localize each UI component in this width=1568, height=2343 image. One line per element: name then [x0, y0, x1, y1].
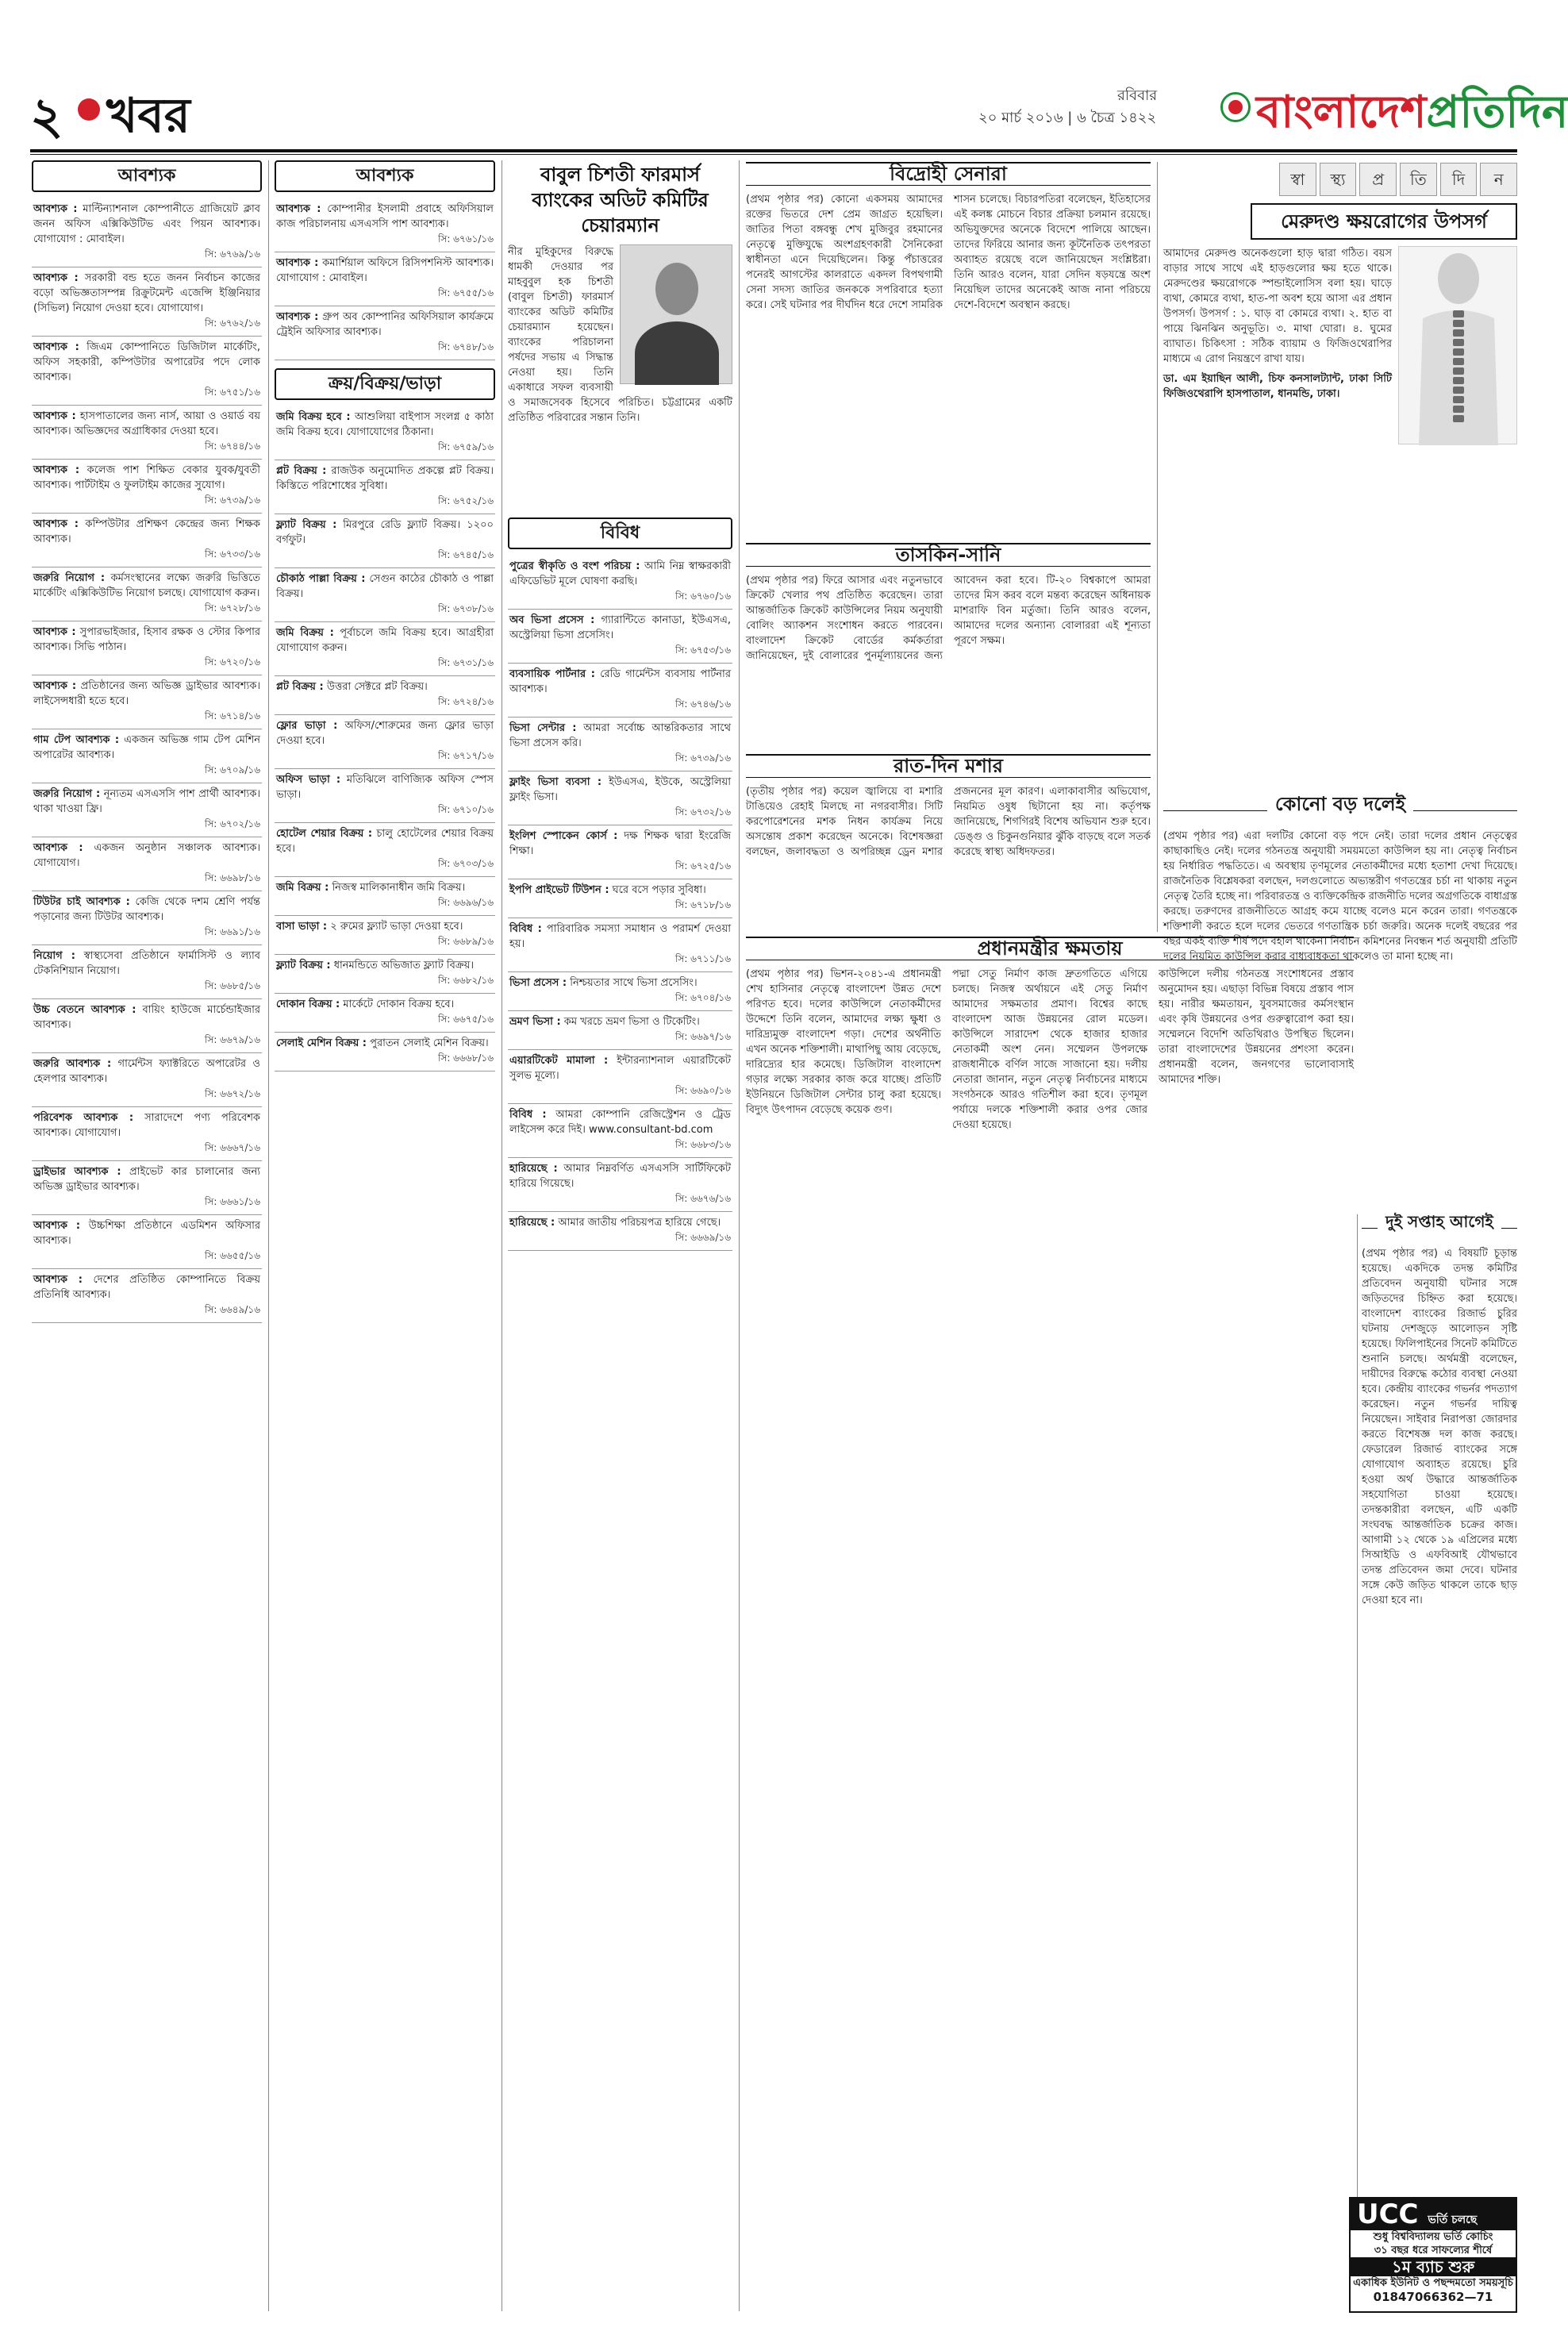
- ad-reference: সি: ৬৭০৪/১৬: [674, 992, 731, 1003]
- ad-keyword: জমি বিক্রয় :: [276, 627, 334, 639]
- column-divider: [739, 160, 740, 2311]
- article-headline[interactable]: মেরুদণ্ড ক্ষয়রোগের উপসর্গ: [1251, 203, 1517, 240]
- classified-ad: [508, 1050, 732, 1104]
- ad-text: উচ্চশিক্ষা প্রতিষ্ঠানে এডমিশন অফিসার আবশ্যক।: [33, 1220, 260, 1247]
- ad-text: কমার্শিয়াল অফিসে রিসিপশনিস্ট আবশ্যক। যোগাযোগ : মোবাইল।: [276, 257, 494, 284]
- ad-text: রাজউক অনুমোদিত প্রকল্পে প্লট বিক্রয়। কিস্তিতে পরিশোধের সুবিধা।: [276, 465, 494, 492]
- ad-text: সুপারভাইজার, হিসাব রক্ষক ও স্টোর কিপার আবশ্যক। সিভি পাঠান।: [33, 626, 260, 653]
- classified-heading: আবশ্যক: [32, 160, 262, 192]
- ad-keyword: জরুরি নিয়োগ :: [33, 572, 106, 584]
- ad-reference: সি: ৬৬৮২/১৬: [437, 975, 494, 986]
- issue-day: রবিবার: [1117, 87, 1158, 104]
- ad-reference: সি: ৬৬৯৬/১৬: [437, 897, 494, 908]
- ad-keyword: আবশ্যক :: [33, 410, 76, 422]
- classified-ad: [508, 825, 732, 879]
- classified-ad: [275, 715, 495, 769]
- classified-ad: [275, 877, 495, 916]
- ad-reference: সি: ৬৭৬০/১৬: [674, 591, 731, 602]
- logo-part-2: প্রতিদিন: [1426, 86, 1568, 138]
- ad-text: নিশ্চয়তার সাথে ভিসা প্রসেসিং।: [570, 977, 698, 989]
- article-headline[interactable]: বাবুল চিশতী ফারমার্স ব্যাংকের অডিট কমিটির চেয়ারম্যান: [532, 164, 709, 237]
- masthead: [30, 78, 1568, 146]
- ucc-coaching-ad[interactable]: [1349, 2197, 1517, 2313]
- ad-reference: সি: ৬৭১১/১৬: [674, 953, 731, 964]
- ucc-batch-banner: ১ম ব্যাচ শুরু: [1351, 2257, 1516, 2276]
- ad-reference: সি: ৬৭৪৪/১৬: [204, 441, 260, 452]
- ad-keyword: প্লট বিক্রয় :: [276, 681, 324, 693]
- ad-text: প্রতিষ্ঠানের জন্য অভিজ্ঞ ড্রাইভার আবশ্যক। লাইসেন্সধারী হতে হবে।: [33, 680, 260, 707]
- ad-reference: সি: ৬৬৬৭/১৬: [204, 1142, 260, 1153]
- ad-keyword: আবশ্যক :: [33, 680, 77, 692]
- classified-ad: [32, 837, 262, 891]
- newspaper-logo[interactable]: [1256, 78, 1568, 152]
- article-body: নীর মুহিকুদের বিরুদ্ধে ধামকী দেওয়ার পর মাহবুবুল হক চিশতী (বাবুল চিশতী) ফারমার্স ব্যাংকের অডিট কমিটির চেয়ারম্যান হয়েছেন। ব্যাংকের পরিচালনা পর্ষদের সভায় এ সিদ্ধান্ত নেওয়া হয়। তিনি একাধারে সফল ব্যবসায়ী ও সমাজসেবক হিসেবে পরিচিত। চট্টগ্রামের একটি প্রতিষ্ঠিত পরিবারের সন্তান তিনি।: [508, 246, 732, 424]
- strip-cell: ন: [1480, 163, 1517, 196]
- classified-ad: [275, 676, 495, 715]
- ad-reference: সি: ৬৭৫৯/১৬: [437, 441, 494, 452]
- ad-keyword: দোকান বিক্রয় :: [276, 998, 340, 1010]
- article-headline[interactable]: প্রধানমন্ত্রীর ক্ষমতায়: [746, 937, 1354, 960]
- ucc-brand: [1351, 2199, 1516, 2230]
- classified-ad: [275, 252, 495, 306]
- ad-text: সারাদেশে পণ্য পরিবেশক আবশ্যক। যোগাযোগ।: [33, 1112, 260, 1139]
- classified-ad: [32, 999, 262, 1053]
- ad-keyword: বিবিধ :: [509, 923, 542, 935]
- classified-ad: [275, 568, 495, 622]
- ad-keyword: জমি বিক্রয় হবে :: [276, 411, 351, 423]
- ad-keyword: অব ভিসা প্রসেস :: [509, 614, 595, 626]
- ad-keyword: জরুরি নিয়োগ :: [33, 788, 101, 800]
- article-body: (প্রথম পৃষ্ঠার পর) ফিরে আসার এবং নতুনভাবে ক্রিকেট খেলার পথ প্রতিষ্ঠিত করেছেন। তারা আন্তর্জাতিক ক্রিকেট কাউন্সিলের নিয়ম অনুযায়ী বোলিং অ্যাকশন সংশোধন করতে পারবেন। বাংলাদেশ ক্রিকেট বোর্ডের কর্মকর্তারা জানিয়েছেন, দুই বোলারের পুনর্মূল্যায়নের জন্য আবেদন করা হবে। টি-২০ বিশ্বকাপে আমরা তাদের মিস করব বলে মন্তব্য করেছেন অধিনায়ক মাশরাফি বিন মর্তুজা। তিনি আরও বলেন, আমাদের দলের অন্যান্য বোলাররা এই শূন্যতা পূরণে সক্ষম।: [746, 575, 1151, 662]
- classified-ad: [275, 306, 495, 360]
- ad-keyword: সেলাই মেশিন বিক্রয় :: [276, 1037, 367, 1049]
- ad-text: আমরা সর্বোচ্চ আন্তরিকতার সাথে ভিসা প্রসেস করি।: [509, 722, 731, 749]
- ad-text: পুরাতন সেলাই মেশিন বিক্রয়।: [370, 1037, 489, 1049]
- classified-ad: [508, 718, 732, 771]
- classified-ad-list: [508, 556, 732, 1251]
- ad-keyword: উচ্চ বেতনে আবশ্যক :: [33, 1004, 136, 1016]
- ad-text: মাল্টিন্যাশনাল কোম্পানীতে গ্রাজিয়েট ক্লাব জনন অফিস এক্সিকিউটিভ এবং পিয়ন আবশ্যক। যোগাযোগ : মোবাইল।: [33, 203, 261, 245]
- column-divider: [1357, 1214, 1358, 2311]
- logo-part-1: বাংলাদেশ: [1256, 86, 1427, 138]
- classified-ad-list: [275, 198, 495, 360]
- classified-ad: [32, 406, 262, 460]
- ad-reference: সি: ৬৬৬১/১৬: [204, 1196, 260, 1207]
- article-no-big-party: [1163, 793, 1517, 1210]
- ad-text: ধানমন্ডিতে অভিজাত ফ্ল্যাট বিক্রয়।: [333, 960, 475, 971]
- ad-reference: সি: ৬৭৫১/১৬: [204, 387, 260, 398]
- ad-reference: সি: ৬৭৩২/১৬: [674, 806, 731, 818]
- spine-illustration: [1398, 246, 1517, 444]
- ad-keyword: ভিসা প্রসেস :: [509, 977, 567, 989]
- ad-keyword: ভিসা সেন্টার :: [509, 722, 577, 734]
- classified-ad: [32, 337, 262, 406]
- classified-ad: [508, 1158, 732, 1212]
- ad-reference: সি: ৬৬৮৫/১৬: [204, 980, 260, 991]
- ad-keyword: আবশ্যক :: [33, 203, 78, 215]
- ad-text: একজন অনুষ্ঠান সঞ্চালক আবশ্যক। যোগাযোগ।: [33, 842, 260, 869]
- section-title: খবর: [106, 88, 190, 144]
- classified-ad: [275, 955, 495, 994]
- article-headline[interactable]: বিদ্রোহী সেনারা: [746, 162, 1151, 186]
- health-section-strip: [1279, 163, 1517, 196]
- portrait-photo: [620, 244, 732, 384]
- ad-keyword: ফ্ল্যাট বিক্রয় :: [276, 519, 337, 531]
- ucc-tag: ভর্তি চলছে: [1428, 2214, 1478, 2226]
- article-two-weeks: [1362, 1214, 1517, 2191]
- masthead-rule-thin: [30, 154, 1517, 155]
- classified-ad: [508, 918, 732, 972]
- ad-text: পূর্বাচলে জমি বিক্রয় হবে। আগ্রহীরা যোগাযোগ করুন।: [276, 627, 494, 654]
- article-headline[interactable]: রাত-দিন মশার: [746, 754, 1151, 778]
- classified-ad-list: [275, 406, 495, 1071]
- classified-column-2: [275, 160, 495, 2311]
- ad-text: কেজি থেকে দশম শ্রেণি পর্যন্ত পড়ানোর জন্য টিউটর আবশ্যক।: [33, 896, 261, 923]
- ad-text: দেশের প্রতিষ্ঠিত কোম্পানিতে বিক্রয় প্রতিনিধি আবশ্যক।: [33, 1274, 260, 1301]
- classified-ad: [508, 556, 732, 610]
- classified-ad: [32, 1161, 262, 1215]
- ad-reference: সি: ৬৭২৮/১৬: [204, 602, 260, 614]
- ad-reference: সি: ৬৬৬৯/১৬: [674, 1232, 731, 1243]
- ad-reference: সি: ৬৬৭২/১৬: [204, 1088, 260, 1099]
- classified-ad: [32, 945, 262, 999]
- article-taskin-sunny: [746, 543, 1151, 749]
- ad-text: উত্তরা সেক্টরে প্লট বিক্রয়।: [326, 681, 428, 693]
- logo-icon: [1220, 92, 1251, 122]
- classified-ad: [508, 1104, 732, 1158]
- ad-text: আমরা কোম্পানি রেজিস্ট্রেশন ও ট্রেড লাইসেন্স করে দিই। www.consultant-bd.com: [509, 1109, 731, 1136]
- classified-ad: [32, 1053, 262, 1107]
- masthead-rule: [30, 149, 1517, 152]
- classified-heading: বিবিধ: [508, 517, 732, 549]
- ad-keyword: অফিস ভাড়া :: [276, 774, 341, 786]
- ad-keyword: ব্যবসায়িক পার্টনার :: [509, 668, 595, 680]
- classified-column-1: [32, 160, 262, 2311]
- classified-ad: [275, 916, 495, 955]
- ad-reference: সি: ৬৭৫৩/১৬: [674, 644, 731, 656]
- classified-heading: ক্রয়/বিক্রয়/ভাড়া: [275, 368, 495, 400]
- ad-reference: সি: ৬৭০৩/১৬: [437, 858, 494, 869]
- classified-ad: [32, 567, 262, 621]
- article-rebel-soldiers: [746, 162, 1151, 535]
- ad-keyword: আবশ্যক :: [33, 842, 83, 854]
- headline-text: কোনো বড় দলেই: [1267, 793, 1413, 815]
- strip-cell: দি: [1440, 163, 1478, 196]
- ucc-phone[interactable]: 01847066362—71: [1373, 2290, 1493, 2304]
- ad-reference: সি: ৬৭৩১/১৬: [437, 657, 494, 668]
- ad-text: দক্ষ শিক্ষক দ্বারা ইংরেজি শিক্ষা।: [509, 830, 731, 857]
- column-divider: [1157, 162, 1158, 932]
- ad-keyword: আবশ্যক :: [33, 518, 79, 530]
- ad-text: কম খরচে ভ্রমণ ভিসা ও টিকেটিং।: [563, 1016, 700, 1028]
- classified-ad: [275, 823, 495, 877]
- classified-ad: [275, 1033, 495, 1071]
- classified-ad: [275, 622, 495, 676]
- article-body: (প্রথম পৃষ্ঠার পর) এরা দলটির কোনো বড় পদে নেই। তারা দলের প্রধান নেতৃত্বের কাছাকাছিও নেই। দলের গঠনতন্ত্র অনুযায়ী সময়মতো কাউন্সিল হয় না। নেতৃত্ব নির্বাচন হয় নির্ধারিত পদ্ধতিতে। এ অবস্থায় তৃণমূলের নেতাকর্মীদের মধ্যে হতাশা দেখা দিয়েছে। রাজনৈতিক বিশ্লেষকরা বলছেন, দলগুলোতে অভ্যন্তরীণ গণতন্ত্রের চর্চা না থাকায় নতুন নেতৃত্ব তৈরি হচ্ছে না। পরিবারতন্ত্র ও ব্যক্তিকেন্দ্রিক রাজনীতি দলের অগ্রগতিকে বাধাগ্রস্ত করছে। তরুণদের রাজনীতিতে আগ্রহ কমে যাচ্ছে বলেও মনে করেন তারা। গণতন্ত্রকে শক্তিশালী করতে হলে দলের ভেতরে গণতান্ত্রিক চর্চা জরুরি। অনেক দলেই বছরের পর বছর একই ব্যক্তি শীর্ষ পদে বহাল থাকেন। নির্বাচন কমিশনের নিবন্ধন শর্ত অনুযায়ী প্রতিটি দলের নিয়মিত কাউন্সিল করার বাধ্যবাধকতা থাকলেও তা মানা হচ্ছে না।: [1163, 830, 1517, 963]
- article-body: পদ্মা সেতু নির্মাণ কাজ দ্রুতগতিতে এগিয়ে চলছে। নিজস্ব অর্থায়নে এই সেতু নির্মাণ আমাদের সক্ষমতার প্রমাণ। বিশ্বের কাছে বাংলাদেশ আজ উন্নয়নের রোল মডেল। কাউন্সিলে সারাদেশ থেকে হাজার হাজার নেতাকর্মী অংশ নেন। সম্মেলন উপলক্ষে রাজধানীকে বর্ণিল সাজে সাজানো হয়। দলীয় নেতারা জানান, নতুন নেতৃত্ব নির্বাচনের মাধ্যমে সংগঠনকে আরও গতিশীল করা হবে। তৃণমূল পর্যায়ে দলকে শক্তিশালী করার ওপর জোর দেওয়া হয়েছে।: [952, 968, 1147, 1131]
- ad-keyword: আবশ্যক :: [276, 257, 319, 269]
- ucc-logo: UCC: [1357, 2199, 1419, 2230]
- ad-text: নূন্যতম এসএসসি পাশ প্রার্থী আবশ্যক। থাকা খাওয়া ফ্রি।: [33, 788, 260, 815]
- article-byline: ডা. এম ইয়াছিন আলী, চিফ কনসালট্যান্ট, ঢাকা সিটি ফিজিওথেরাপি হাসপাতাল, ধানমন্ডি, ঢাকা।: [1163, 373, 1392, 400]
- column-divider: [268, 160, 269, 2311]
- classified-ad: [275, 769, 495, 823]
- ad-keyword: আবশ্যক :: [33, 272, 79, 284]
- ad-keyword: ফ্লাইং ভিসা ব্যবসা :: [509, 776, 602, 788]
- portrait-suit: [635, 321, 719, 385]
- article-health: [1163, 203, 1517, 791]
- classified-column-3: [508, 517, 732, 2311]
- classified-ad: [32, 729, 262, 783]
- ad-reference: সি: ৬৭২০/১৬: [204, 656, 260, 668]
- spine-icon: [1399, 247, 1518, 445]
- ad-text: চালু হোটেলের শেয়ার বিক্রয় হবে।: [276, 828, 494, 855]
- article-auditor: [508, 162, 732, 511]
- ad-keyword: বাসা ভাড়া :: [276, 921, 328, 933]
- ad-keyword: আবশ্যক :: [276, 203, 321, 215]
- ad-text: আমি নিম্ন স্বাক্ষরকারী এফিডেভিট মূলে ঘোষণা করছি।: [509, 560, 731, 587]
- ad-keyword: টিউটর চাই আবশ্যক :: [33, 896, 130, 908]
- ad-text: আশুলিয়া বাইপাস সংলগ্ন ৫ কাঠা জমি বিক্রয় হবে। যোগাযোগের ঠিকানা।: [276, 411, 494, 438]
- ad-reference: সি: ৬৭৩৮/১৬: [437, 603, 494, 614]
- classified-ad-list: [32, 198, 262, 1323]
- article-headline[interactable]: [1163, 793, 1517, 815]
- ad-reference: সি: ৬৬৫৫/১৬: [204, 1250, 260, 1261]
- article-body: (তৃতীয় পৃষ্ঠার পর) কয়েল জ্বালিয়ে বা মশারি টাঙিয়েও রেহাই মিলছে না নগরবাসীর। সিটি করপোরেশনের মশক নিধন কার্যক্রম নিয়ে অসন্তোষ প্রকাশ করেছেন অনেকে। বিশেষজ্ঞরা বলছেন, জলাবদ্ধতা ও অপরিচ্ছন্ন ড্রেন মশার প্রজননের মূল কারণ। এলাকাবাসীর অভিযোগ, নিয়মিত ওষুধ ছিটানো হয় না। কর্তৃপক্ষ জানিয়েছে, শিগগিরই বিশেষ অভিযান শুরু হবে। ডেঙ্গু ও চিকুনগুনিয়ার ঝুঁকি বাড়ছে বলে সতর্ক করেছে স্বাস্থ্য অধিদফতর।: [746, 786, 1151, 858]
- ad-text: নিজস্ব মালিকানাধীন জমি বিক্রয়।: [332, 882, 466, 894]
- ad-reference: সি: ৬৬৯৭/১৬: [674, 1031, 731, 1042]
- ad-keyword: ভ্রমণ ভিসা :: [509, 1016, 561, 1028]
- ad-reference: সি: ৬৭০২/১৬: [204, 818, 260, 829]
- ad-keyword: আবশ্যক :: [33, 341, 79, 353]
- ad-keyword: চৌকাঠ পাল্লা বিক্রয় :: [276, 573, 366, 585]
- ad-reference: সি: ৬৭৩৩/১৬: [204, 548, 260, 560]
- ad-reference: সি: ৬৭৪৮/১৬: [437, 341, 494, 352]
- ad-text: সরকারী বন্ড হতে জনন নির্বাচন কাজের বড়ো অভিজ্ঞতাসম্পন্ন রিক্রুটমেন্ট এজেন্সি ইঞ্জিনিয়ার (সিভিল) নিয়োগ দেওয়া হবে। যোগাযোগ।: [33, 272, 260, 314]
- article-headline[interactable]: [1362, 1214, 1517, 1229]
- ad-reference: সি: ৬৭৪৫/১৬: [437, 549, 494, 560]
- article-body: (প্রথম পৃষ্ঠার পর) ভিশন-২০৪১-এ প্রধানমন্ত্রী শেখ হাসিনার নেতৃত্বে বাংলাদেশ উন্নত দেশে পরিণত হবে। দলের কাউন্সিলে নেতাকর্মীদের উদ্দেশে তিনি বলেন, আমাদের লক্ষ্য ক্ষুধা ও দারিদ্র্যমুক্ত বাংলাদেশ গড়া। দেশের অর্থনীতি এখন অনেক শক্তিশালী। মাথাপিছু আয় বেড়েছে, দারিদ্র্যের হার কমেছে। ডিজিটাল বাংলাদেশ গড়ার লক্ষ্যে সরকার কাজ করে যাচ্ছে। প্রতিটি ইউনিয়নে ডিজিটাল সেন্টার চালু করা হয়েছে। বিদ্যুৎ উৎপাদন বেড়েছে কয়েক গুণ।: [746, 968, 941, 1116]
- ad-keyword: পরিবেশক আবশ্যক :: [33, 1112, 134, 1124]
- classified-ad: [508, 1212, 732, 1251]
- classified-ad: [32, 891, 262, 945]
- classified-ad: [275, 406, 495, 460]
- strip-cell: স্থ্য: [1320, 163, 1357, 196]
- ad-reference: সি: ৬৬৭৫/১৬: [437, 1014, 494, 1025]
- ad-reference: সি: ৬৭২৪/১৬: [437, 696, 494, 707]
- classified-ad: [508, 879, 732, 918]
- classified-ad: [508, 664, 732, 718]
- ad-reference: সি: ৬৬৬৮/১৬: [437, 1052, 494, 1064]
- ad-text: ২ রুমের ফ্ল্যাট ভাড়া দেওয়া হবে।: [330, 921, 463, 933]
- ad-reference: সি: ৬৬৮৩/১৬: [674, 1139, 731, 1150]
- red-dot-icon: [78, 98, 100, 121]
- ad-text: কর্মসংস্থানের লক্ষ্যে জরুরি ভিত্তিতে মার্কেটিং এক্সিকিউটিভ নিয়োগ চলছে। যোগাযোগ করুন।: [33, 572, 260, 599]
- classified-ad: [508, 972, 732, 1011]
- ad-keyword: আবশ্যক :: [33, 1274, 83, 1286]
- ad-reference: সি: ৬৬৭৬/১৬: [674, 1193, 731, 1204]
- ad-text: ঘরে বসে পড়ার সুবিধা।: [612, 884, 706, 896]
- ad-text: আমার জাতীয় পরিচয়পত্র হারিয়ে গেছে।: [558, 1217, 721, 1229]
- ad-reference: সি: ৬৭৬১/১৬: [437, 233, 494, 244]
- ad-reference: সি: ৬৬৯৮/১৬: [204, 872, 260, 883]
- ad-reference: সি: ৬৭৩৯/১৬: [204, 494, 260, 506]
- ad-reference: সি: ৬৬৮৯/১৬: [437, 936, 494, 947]
- ad-text: গ্যারান্টিতে কানাডা, ইউএসএ, অস্ট্রেলিয়া ভিসা প্রসেসিং।: [509, 614, 732, 641]
- portrait-head: [655, 263, 698, 315]
- ad-text: ইন্টারন্যাশনাল এয়ারটিকেট সুলভ মূল্যে।: [509, 1055, 732, 1082]
- ad-keyword: নিয়োগ :: [33, 950, 75, 962]
- ad-text: একজন অভিজ্ঞ গাম টেপ মেশিন অপারেটর আবশ্যক।: [33, 734, 260, 761]
- ad-reference: সি: ৬৭৬৯/১৬: [204, 248, 260, 260]
- ad-text: আমার নিম্নবর্ণিত এসএসসি সার্টিফিকেট হারিয়ে গিয়েছে।: [509, 1163, 731, 1190]
- ad-text: কলেজ পাশ শিক্ষিত বেকার যুবক/যুবতী আবশ্যক। পার্টটাইম ও ফুলটাইম কাজের সুযোগ।: [33, 464, 260, 491]
- ad-text: গ্রুপ অব কোম্পানির অফিসিয়াল কার্যক্রমে ট্রেইনি অফিসার আবশ্যক।: [276, 311, 494, 338]
- ad-text: অফিস/শোরুমের জন্য ফ্লোর ভাড়া দেওয়া হবে।: [276, 720, 494, 747]
- ad-keyword: জরুরি আবশ্যক :: [33, 1058, 112, 1070]
- article-body: কাউন্সিলে দলীয় গঠনতন্ত্র সংশোধনের প্রস্তাব অনুমোদন হয়। এছাড়া বিভিন্ন বিষয়ে প্রস্তাব পাস হয়। নারীর ক্ষমতায়ন, যুবসমাজের কর্মসংস্থান এবং কৃষি উন্নয়নের ওপর গুরুত্বারোপ করা হয়। সম্মেলনে বিদেশি অতিথিরাও উপস্থিত ছিলেন। তারা বাংলাদেশের উন্নয়নের প্রশংসা করেন। প্রধানমন্ত্রী বলেন, জনগণের ভালোবাসাই আমাদের শক্তি।: [1159, 968, 1354, 1086]
- ad-keyword: আবশ্যক :: [33, 626, 76, 638]
- strip-cell: তি: [1400, 163, 1437, 196]
- ad-keyword: হারিয়েছে :: [509, 1163, 558, 1175]
- article-headline[interactable]: তাসকিন-সানি: [746, 543, 1151, 567]
- ad-reference: সি: ৬৭৩৯/১৬: [674, 752, 731, 764]
- ad-reference: সি: ৬৬৯১/১৬: [204, 926, 260, 937]
- ad-keyword: হারিয়েছে :: [509, 1217, 555, 1229]
- ad-keyword: আবশ্যক :: [33, 1220, 81, 1232]
- classified-ad: [32, 514, 262, 567]
- ad-reference: সি: ৬৬৪৯/১৬: [204, 1304, 260, 1315]
- ad-keyword: ড্রাইভার আবশ্যক :: [33, 1166, 121, 1178]
- strip-cell: স্বা: [1279, 163, 1316, 196]
- ad-text: মার্কেটে দোকান বিক্রয় হবে।: [343, 998, 455, 1010]
- ucc-line-2: ৩১ বছর ধরে সাফল্যের শীর্ষে: [1374, 2245, 1493, 2256]
- classified-ad: [275, 514, 495, 568]
- ad-keyword: এয়ারটিকেট মামালা :: [509, 1055, 609, 1067]
- classified-ad: [275, 460, 495, 514]
- ad-text: সেগুন কাঠের চৌকাঠ ও পাল্লা বিক্রয়।: [276, 573, 494, 600]
- ad-reference: সি: ৬৭৫৫/১৬: [437, 287, 494, 298]
- ad-text: কোম্পানীর ইসলামী প্রবাহে অফিসিয়াল কাজ পরিচালনায় এসএসসি পাশ আবশ্যক।: [276, 203, 494, 230]
- ad-keyword: গাম টেপ আবশ্যক :: [33, 734, 120, 746]
- classified-ad: [275, 198, 495, 252]
- ad-keyword: ইংলিশ স্পোকেন কোর্স :: [509, 830, 618, 842]
- ad-keyword: বিবিধ :: [509, 1109, 547, 1121]
- ad-text: ইউএসএ, ইউকে, অস্ট্রেলিয়া ফ্লাইং ভিসা।: [509, 776, 731, 803]
- ad-keyword: পুত্রের স্বীকৃতি ও বংশ পরিচয় :: [509, 560, 640, 572]
- ucc-line-3: একাধিক ইউনিট ও পছন্দমতো সময়সূচি: [1353, 2277, 1513, 2289]
- ad-keyword: আবশ্যক :: [276, 311, 319, 323]
- classified-ad: [32, 460, 262, 514]
- ad-text: বায়িং হাউজে মার্চেন্ডাইজার আবশ্যক।: [33, 1004, 260, 1031]
- ad-text: রেডি গার্মেন্টস ব্যবসায় পার্টনার আবশ্যক।: [509, 668, 731, 695]
- ad-text: মতিঝিলে বাণিজ্যিক অফিস স্পেস ভাড়া।: [276, 774, 494, 801]
- classified-ad: [508, 771, 732, 825]
- page-number: ২: [30, 87, 63, 146]
- ad-keyword: হোটেল শেয়ার বিক্রয় :: [276, 828, 373, 840]
- classified-ad: [32, 1107, 262, 1161]
- classified-ad: [508, 610, 732, 664]
- classified-ad: [32, 198, 262, 267]
- classified-ad: [32, 783, 262, 837]
- classified-ad: [32, 621, 262, 675]
- ad-reference: সি: ৬৬৭৯/১৬: [204, 1034, 260, 1045]
- ad-text: মিরপুরে রেডি ফ্ল্যাট বিক্রয়। ১২০০ বর্গফুট।: [276, 519, 494, 546]
- article-body: (প্রথম পৃষ্ঠার পর) কোনো একসময় আমাদের রক্তের ভিতরে দেশ প্রেম জাগ্রত হয়েছিল। জাতির পিতা বঙ্গবন্ধু শেখ মুজিবুর রহমানের নেতৃত্বে মুক্তিযুদ্ধে অংশগ্রহণকারী সৈনিকেরা স্বাধীনতা এনে দিয়েছিলেন। কিন্তু পঁচাত্তরের পনেরই আগস্টের কালরাতে একদল বিপথগামী সেনা সদস্য জাতির জনককে সপরিবারে হত্যা করে। সেই ঘটনার পর দীর্ঘদিন ধরে দেশে সামরিক শাসন চলেছে। বিচারপতিরা বলেছেন, ইতিহাসের এই কলঙ্ক মোচনে বিচার প্রক্রিয়া চলমান রয়েছে। অভিযুক্তদের অনেকে বিদেশে পালিয়ে আছেন। তাদের ফিরিয়ে আনার জন্য কূটনৈতিক তৎপরতা অব্যাহত রয়েছে বলে জানিয়েছেন সংশ্লিষ্টরা। তিনি আরও বলেন, যারা সেদিন ষড়যন্ত্রে অংশ নিয়েছিল তাদের অনেকেই আজ নানা পরিচয়ে দেশে-বিদেশে অবস্থান করছে।: [746, 194, 1151, 311]
- classified-ad: [32, 267, 262, 337]
- classified-ad: [32, 1269, 262, 1323]
- ad-keyword: আবশ্যক :: [33, 464, 80, 476]
- ad-reference: সি: ৬৭১০/১৬: [437, 804, 494, 815]
- ad-reference: সি: ৬৭১৪/১৬: [204, 710, 260, 721]
- ad-reference: সি: ৬৭৪৬/১৬: [674, 698, 731, 710]
- ad-reference: সি: ৬৭২৫/১৬: [674, 860, 731, 871]
- ad-keyword: ফ্লোর ভাড়া :: [276, 720, 338, 732]
- classified-ad: [32, 1215, 262, 1269]
- classified-ad: [508, 1011, 732, 1050]
- classified-ad: [275, 994, 495, 1033]
- ad-keyword: জমি বিক্রয় :: [276, 882, 329, 894]
- headline-text: দুই সপ্তাহ আগেই: [1378, 1212, 1501, 1231]
- issue-date: ২০ মার্চ ২০১৬ | ৬ চৈত্র ১৪২২: [978, 110, 1157, 126]
- ad-text: গার্মেন্টস ফ্যাক্টরিতে অপারেটর ও হেলপার আবশ্যক।: [33, 1058, 260, 1085]
- ad-text: পারিবারিক সমস্যা সমাধান ও পরামর্শ দেওয়া হয়।: [509, 923, 732, 950]
- article-body: আমাদের মেরুদণ্ড অনেকগুলো হাড় দ্বারা গঠিত। বয়স বাড়ার সাথে সাথে এই হাড়গুলোর ক্ষয় হতে থাকে। মেরুদণ্ডের ক্ষয়রোগকে স্পন্ডাইলোসিস বলা হয়। ঘাড়ে ব্যথা, কোমরে ব্যথা, হাত-পা অবশ হয়ে আসা এর প্রধান উপসর্গ। উপসর্গ : ১. ঘাড় বা কোমরে ব্যথা। ২. হাত বা পায়ে ঝিনঝিন অনুভূতি। ৩. মাথা ঘোরা। ৪. ঘুমের ব্যাঘাত। চিকিৎসা : সঠিক ব্যায়াম ও ফিজিওথেরাপির মাধ্যমে এ রোগ নিয়ন্ত্রণে রাখা যায়।: [1163, 248, 1392, 365]
- ad-reference: সি: ৬৬৯০/১৬: [674, 1085, 731, 1096]
- classified-heading: আবশ্যক: [275, 160, 495, 192]
- ad-keyword: ইপপি প্রাইভেট টিউশন :: [509, 884, 609, 896]
- article-body: (প্রথম পৃষ্ঠার পর) এ বিষয়টি চূড়ান্ত হয়েছে। একদিকে তদন্ত কমিটির প্রতিবেদন অনুযায়ী ঘটনার সঙ্গে জড়িতদের চিহ্নিত করা হয়েছে। বাংলাদেশ ব্যাংকের রিজার্ভ চুরির ঘটনায় দেশজুড়ে আলোড়ন সৃষ্টি হয়েছে। ফিলিপাইনের সিনেট কমিটিতে শুনানি চলছে। অর্থমন্ত্রী বলেছেন, দায়ীদের বিরুদ্ধে কঠোর ব্যবস্থা নেওয়া হবে। কেন্দ্রীয় ব্যাংকের গভর্নর পদত্যাগ করেছেন। নতুন গভর্নর দায়িত্ব নিয়েছেন। সাইবার নিরাপত্তা জোরদার করতে বিশেষজ্ঞ দল কাজ করছে। ফেডারেল রিজার্ভ ব্যাংকের সঙ্গে যোগাযোগ অব্যাহত রয়েছে। চুরি হওয়া অর্থ উদ্ধারে আন্তর্জাতিক সহযোগিতা চাওয়া হয়েছে। তদন্তকারীরা বলছেন, এটি একটি সংঘবদ্ধ আন্তর্জাতিক চক্রের কাজ। আগামী ১২ থেকে ১৯ এপ্রিলের মধ্যে সিআইডি ও এফবিআই যৌথভাবে তদন্ত প্রতিবেদন জমা দেবে। ঘটনার সঙ্গে কেউ জড়িত থাকলে তাকে ছাড় দেওয়া হবে না।: [1362, 1248, 1517, 1606]
- strip-cell: প্র: [1359, 163, 1397, 196]
- ad-text: জিএম কোম্পানিতে ডিজিটাল মার্কেটিং, অফিস সহকারী, কম্পিউটার অপারেটর পদে লোক আবশ্যক।: [33, 341, 260, 383]
- ad-text: কম্পিউটার প্রশিক্ষণ কেন্দ্রের জন্য শিক্ষক আবশ্যক।: [33, 518, 261, 545]
- ad-text: স্বাস্থ্যসেবা প্রতিষ্ঠানে ফার্মাসিস্ট ও ল্যাব টেকনিশিয়ান নিয়োগ।: [33, 950, 260, 977]
- classified-ad: [32, 675, 262, 729]
- ad-reference: সি: ৬৭১৮/১৬: [674, 899, 731, 910]
- ad-reference: সি: ৬৭০৯/১৬: [204, 764, 260, 775]
- ad-reference: সি: ৬৭৬২/১৬: [204, 317, 260, 329]
- ad-keyword: ফ্ল্যাট বিক্রয় :: [276, 960, 331, 971]
- article-mosquito: [746, 754, 1151, 929]
- ad-reference: সি: ৬৭১৭/১৬: [437, 750, 494, 761]
- ad-text: হাসপাতালের জন্য নার্স, আয়া ও ওয়ার্ড বয় আবশ্যক। অভিজ্ঞদের অগ্রাধিকার দেওয়া হবে।: [33, 410, 260, 437]
- ad-text: প্রাইভেট কার চালানোর জন্য অভিজ্ঞ ড্রাইভার আবশ্যক।: [33, 1166, 260, 1193]
- ad-keyword: প্লট বিক্রয় :: [276, 465, 327, 477]
- ucc-line-1: শুধু বিশ্ববিদ্যালয় ভর্তি কোচিং: [1373, 2231, 1493, 2243]
- ad-reference: সি: ৬৭৫২/১৬: [437, 495, 494, 506]
